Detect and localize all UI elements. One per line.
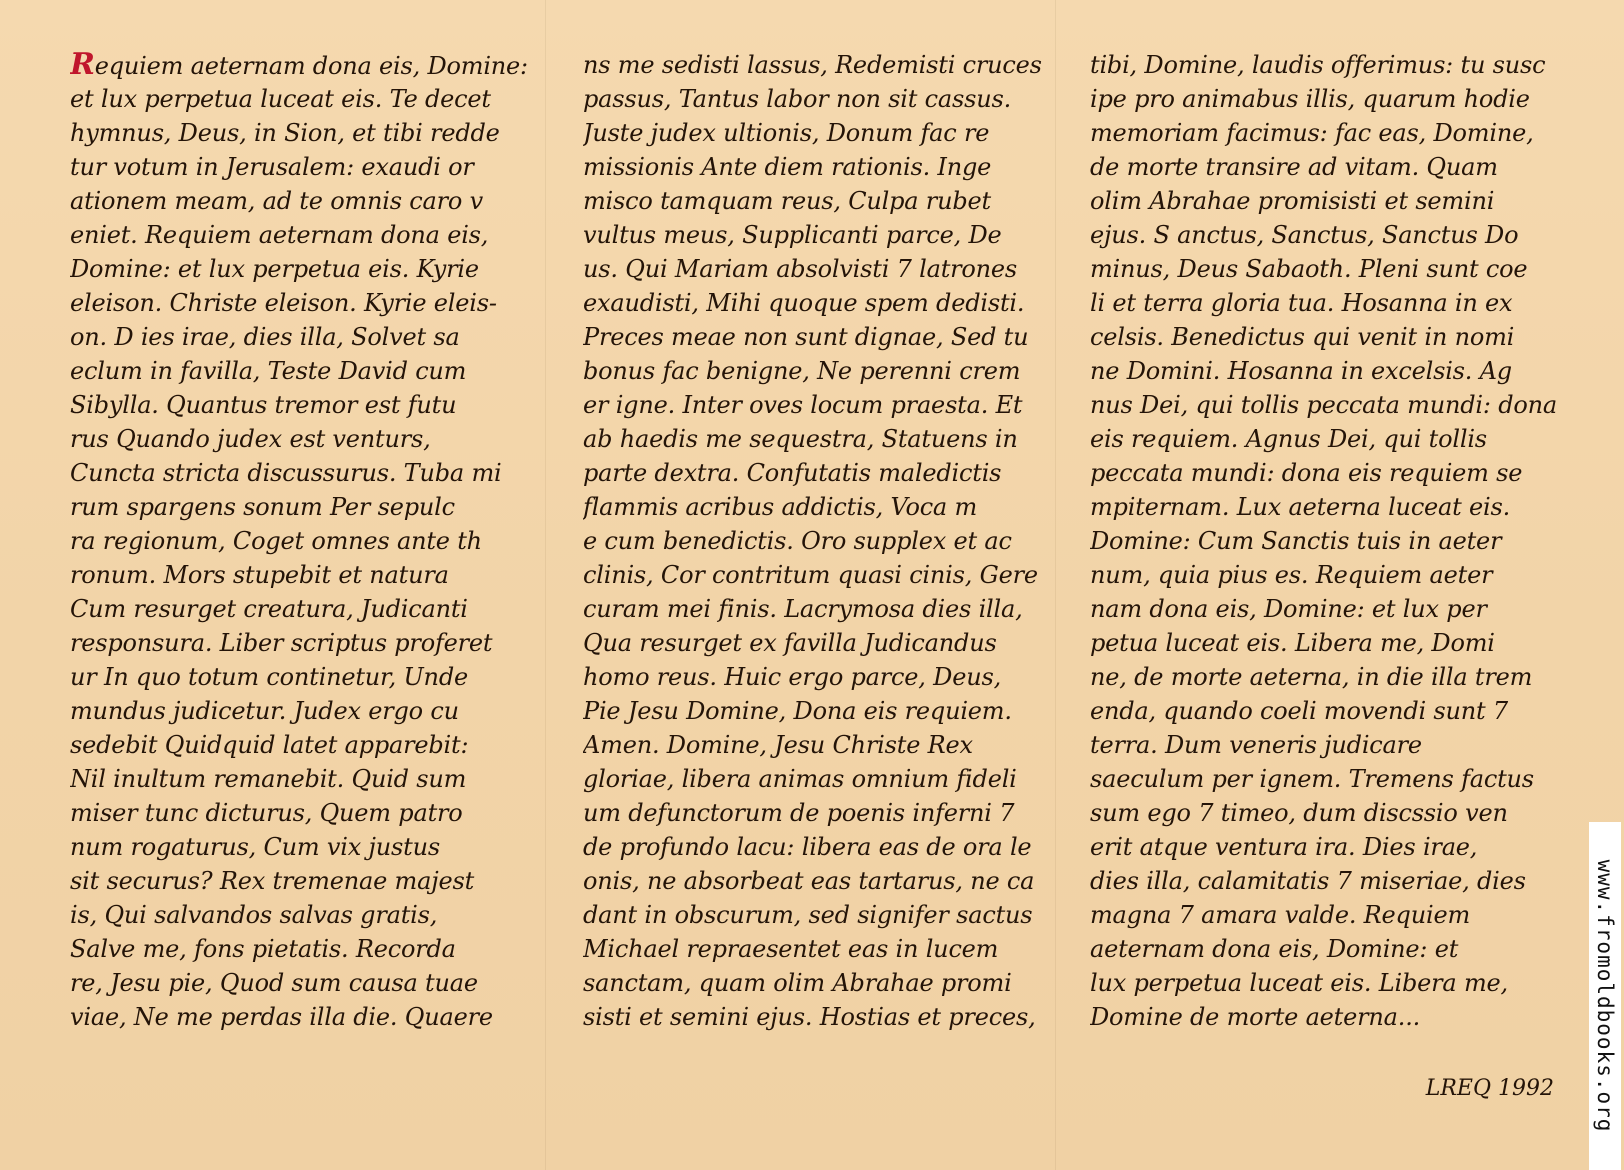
watermark-strip [1589,822,1621,1170]
manuscript-line: Qua resurget ex favilla Judicandus [583,629,997,657]
manuscript-line: ab haedis me sequestra, Statuens in [583,425,1018,453]
manuscript-line: celsis. Benedictus qui venit in nomi [1090,323,1515,351]
manuscript-line: missionis Ante diem rationis. Inge [583,153,992,181]
manuscript-line: saeculum per ignem. Tremens factus [1090,765,1534,793]
watermark-text: www.fromoldbooks.org [1593,859,1617,1133]
manuscript-line: erit atque ventura ira. Dies irae, [1090,833,1478,861]
manuscript-line: us. Qui Mariam absolvisti 7 latrones [583,255,1018,283]
manuscript-line: ipe pro animabus illis, quarum hodie [1090,85,1530,113]
manuscript-line: parte dextra. Confutatis maledictis [583,459,1002,487]
manuscript-line: petua luceat eis. Libera me, Domi [1090,629,1495,657]
manuscript-line: memoriam facimus: fac eas, Domine, [1090,119,1534,147]
manuscript-line: ronum. Mors stupebit et natura [70,561,449,589]
manuscript-line: ns me sedisti lassus, Redemisti cruces [583,51,1042,79]
manuscript-line: lux perpetua luceat eis. Libera me, [1090,969,1508,997]
manuscript-line: peccata mundi: dona eis requiem se [1090,459,1523,487]
scribe-signature: LREQ 1992 [1425,1076,1554,1101]
manuscript-line: eleison. Christe eleison. Kyrie eleis- [70,289,497,317]
manuscript-line: misco tamquam reus, Culpa rubet [583,187,991,215]
manuscript-line: e cum benedictis. Oro supplex et ac [583,527,1012,555]
manuscript-line: Sibylla. Quantus tremor est futu [70,391,457,419]
manuscript-line: sisti et semini ejus. Hostias et preces, [583,1003,1036,1031]
manuscript-line: on. D ies irae, dies illa, Solvet sa [70,323,460,351]
manuscript-line: eclum in favilla, Teste David cum [70,357,467,385]
manuscript-line: num, quia pius es. Requiem aeter [1090,561,1493,589]
manuscript-line: Amen. Domine, Jesu Christe Rex [583,731,973,759]
manuscript-line: eis requiem. Agnus Dei, qui tollis [1090,425,1487,453]
manuscript-line: enda, quando coeli movendi sunt 7 [1090,697,1508,725]
manuscript-line: eniet. Requiem aeternam dona eis, [70,221,489,249]
manuscript-line: tibi, Domine, laudis offerimus: tu susc [1090,51,1546,79]
manuscript-line: Domine de morte aeterna... [1090,1003,1421,1031]
manuscript-line: de morte transire ad vitam. Quam [1090,153,1498,181]
manuscript-line: hymnus, Deus, in Sion, et tibi redde [70,119,500,147]
manuscript-line: exaudisti, Mihi quoque spem dedisti. [583,289,1025,317]
manuscript-line: re, Jesu pie, Quod sum causa tuae [70,969,478,997]
manuscript-line: homo reus. Huic ergo parce, Deus, [583,663,1001,691]
manuscript-line: magna 7 amara valde. Requiem [1090,901,1471,929]
manuscript-line: ra regionum, Coget omnes ante th [70,527,482,555]
manuscript-line: Domine: et lux perpetua eis. Kyrie [70,255,479,283]
manuscript-line: nus Dei, qui tollis peccata mundi: dona [1090,391,1557,419]
manuscript-line: sedebit Quidquid latet apparebit: [70,731,469,759]
manuscript-line: dies illa, calamitatis 7 miseriae, dies [1090,867,1526,895]
manuscript-line: minus, Deus Sabaoth. Pleni sunt coe [1090,255,1528,283]
manuscript-line: Juste judex ultionis, Donum fac re [583,119,990,147]
manuscript-line: flammis acribus addictis, Voca m [583,493,978,521]
manuscript-line: olim Abrahae promisisti et semini [1090,187,1495,215]
manuscript-line: Salve me, fons pietatis. Recorda [70,935,456,963]
manuscript-line: terra. Dum veneris judicare [1090,731,1422,759]
manuscript-line: sanctam, quam olim Abrahae promi [583,969,1012,997]
manuscript-line: ationem meam, ad te omnis caro v [70,187,483,215]
manuscript-line: er igne. Inter oves locum praesta. Et [583,391,1023,419]
manuscript-line: Cuncta stricta discussurus. Tuba mi [70,459,502,487]
manuscript-line: responsura. Liber scriptus proferet [70,629,493,657]
manuscript-line: curam mei finis. Lacrymosa dies illa, [583,595,1023,623]
manuscript-line: Nil inultum remanebit. Quid sum [70,765,467,793]
manuscript-line: Domine: Cum Sanctis tuis in aeter [1090,527,1502,555]
manuscript-line: is, Qui salvandos salvas gratis, [70,901,438,929]
manuscript-line: dant in obscurum, sed signifer sactus [583,901,1033,929]
manuscript-line: rum spargens sonum Per sepulc [70,493,455,521]
manuscript-line: sit securus? Rex tremenae majest [70,867,475,895]
manuscript-line: nam dona eis, Domine: et lux per [1090,595,1487,623]
manuscript-line: um defunctorum de poenis inferni 7 [583,799,1015,827]
manuscript-line: Michael repraesentet eas in lucem [583,935,999,963]
manuscript-line: clinis, Cor contritum quasi cinis, Gere [583,561,1038,589]
manuscript-line: Pie Jesu Domine, Dona eis requiem. [583,697,1012,725]
manuscript-line: ne Domini. Hosanna in excelsis. Ag [1090,357,1512,385]
manuscript-line: num rogaturus, Cum vix justus [70,833,440,861]
manuscript-line: Cum resurget creatura, Judicanti [70,595,468,623]
manuscript-line: Requiem aeternam dona eis, Domine: [70,48,528,82]
text-column-2 [583,48,1083,1034]
manuscript-line: tur votum in Jerusalem: exaudi or [70,153,474,181]
manuscript-line: mundus judicetur. Judex ergo cu [70,697,459,725]
manuscript-line: Preces meae non sunt dignae, Sed tu [583,323,1029,351]
manuscript-line: mpiternam. Lux aeterna luceat eis. [1090,493,1511,521]
manuscript-line: bonus fac benigne, Ne perenni crem [583,357,1021,385]
text-column-3 [1090,48,1610,1034]
manuscript-line: ne, de morte aeterna, in die illa trem [1090,663,1533,691]
manuscript-line: viae, Ne me perdas illa die. Quaere [70,1003,493,1031]
manuscript-line: li et terra gloria tua. Hosanna in ex [1090,289,1513,317]
manuscript-line: de profundo lacu: libera eas de ora le [583,833,1032,861]
manuscript-line: passus, Tantus labor non sit cassus. [583,85,1012,113]
manuscript-line: onis, ne absorbeat eas tartarus, ne ca [583,867,1035,895]
manuscript-line: rus Quando judex est venturs, [70,425,431,453]
manuscript-line: miser tunc dicturus, Quem patro [70,799,463,827]
manuscript-line: aeternam dona eis, Domine: et [1090,935,1459,963]
manuscript-line: et lux perpetua luceat eis. Te decet [70,85,491,113]
manuscript-line: sum ego 7 timeo, dum discssio ven [1090,799,1508,827]
rubricated-initial: R [70,48,95,82]
text-column-1 [70,48,570,1034]
manuscript-line: vultus meus, Supplicanti parce, De [583,221,1002,249]
manuscript-line: gloriae, libera animas omnium fideli [583,765,1017,793]
manuscript-line: ejus. S anctus, Sanctus, Sanctus Do [1090,221,1519,249]
manuscript-line: ur In quo totum continetur, Unde [70,663,468,691]
